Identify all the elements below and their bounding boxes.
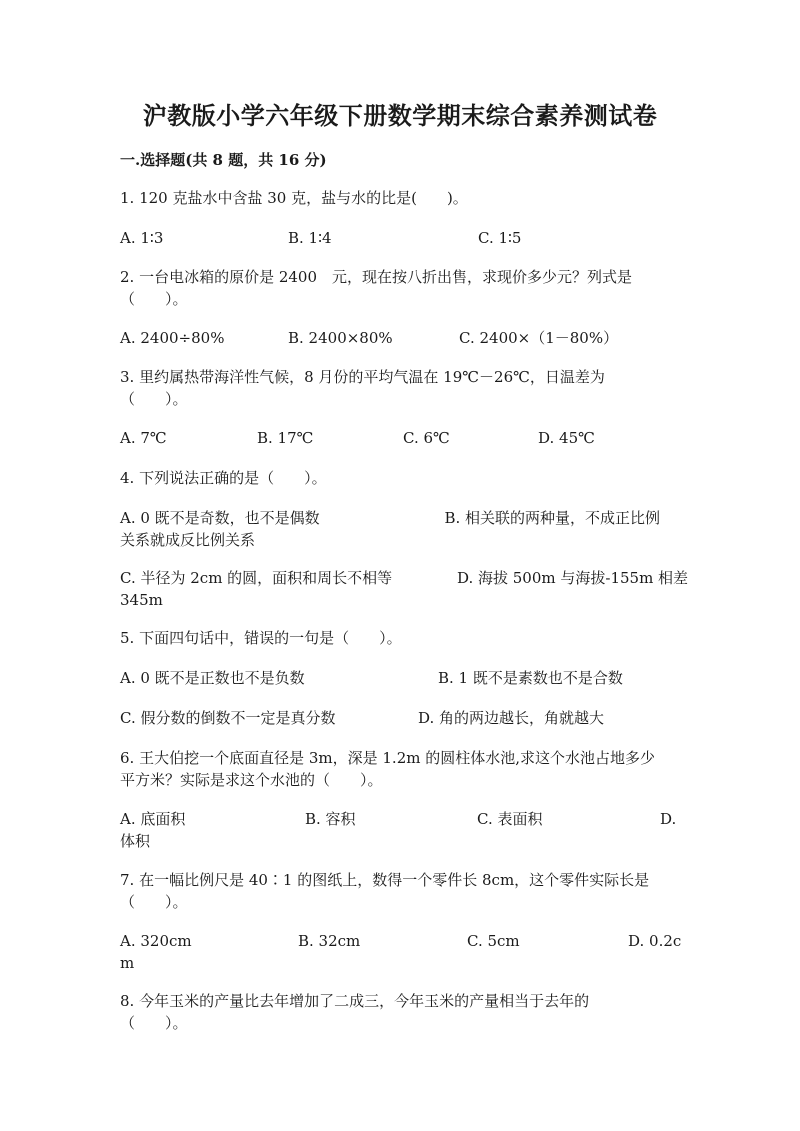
question-text: 5. 下面四句话中，错误的一句是（ ）。 — [120, 629, 402, 647]
option-d-continued: 体积 — [120, 832, 151, 850]
option-c: C. 5cm — [467, 932, 520, 950]
option-a: A. 0 既不是正数也不是负数 — [120, 669, 305, 687]
option-b: B. 32cm — [298, 932, 361, 950]
option-c: C. 表面积 — [477, 810, 543, 828]
option-d: D. 0.2c — [628, 932, 682, 950]
option-d-continued: m — [120, 954, 135, 972]
option-d: D. — [660, 810, 677, 828]
option-c: C. 1∶5 — [478, 229, 522, 247]
option-a: A. 底面积 — [120, 810, 186, 828]
question-text: 1. 120 克盐水中含盐 30 克，盐与水的比是( )。 — [120, 189, 468, 207]
question-text: 4. 下列说法正确的是（ ）。 — [120, 469, 327, 487]
option-d: D. 角的两边越长，角就越大 — [418, 709, 605, 727]
option-text: A. 0 既不是奇数，也不是偶数 B. 相关联的两种量，不成正比例 — [120, 509, 661, 527]
question-text: （ ）。 — [120, 390, 188, 408]
question-text: 3. 里约属热带海洋性气候，8 月份的平均气温在 19℃－26℃，日温差为 — [120, 368, 605, 386]
option-row-cd — [120, 567, 689, 611]
option-a: A. 1∶3 — [120, 229, 164, 247]
question-text: 8. 今年玉米的产量比去年增加了二成三，今年玉米的产量相当于去年的 — [120, 992, 590, 1010]
question-text: 平方米？实际是求这个水池的（ ）。 — [120, 771, 383, 789]
question-7 — [120, 869, 680, 913]
option-c: C. 2400×（1－80%） — [459, 329, 619, 347]
question-1 — [120, 187, 680, 209]
option-b: B. 1∶4 — [288, 229, 332, 247]
option-text: 345m — [120, 591, 163, 609]
option-b: B. 1 既不是素数也不是合数 — [438, 669, 623, 687]
option-a: A. 320cm — [120, 932, 192, 950]
question-text: （ ）。 — [120, 893, 188, 911]
question-2 — [120, 266, 680, 310]
question-text: （ ）。 — [120, 290, 188, 308]
option-a: A. 2400÷80% — [120, 329, 225, 347]
question-text: （ ）。 — [120, 1014, 188, 1032]
question-text: 6. 王大伯挖一个底面直径是 3m，深是 1.2m 的圆柱体水池,求这个水池占地多少 — [120, 749, 656, 767]
section-heading: 一.选择题(共 8 题，共 16 分) — [120, 151, 327, 169]
question-4 — [120, 467, 680, 489]
question-text: 2. 一台电冰箱的原价是 2400 元，现在按八折出售，求现价多少元？列式是 — [120, 268, 633, 286]
option-b: B. 2400×80% — [288, 329, 393, 347]
question-6 — [120, 747, 680, 791]
question-text: 7. 在一幅比例尺是 40∶1 的图纸上，数得一个零件长 8cm，这个零件实际长是 — [120, 871, 650, 889]
option-b: B. 容积 — [305, 810, 356, 828]
option-text: 关系就成反比例关系 — [120, 531, 256, 549]
question-3 — [120, 366, 680, 410]
option-c: C. 6℃ — [403, 429, 450, 447]
option-c: C. 假分数的倒数不一定是真分数 — [120, 709, 336, 727]
option-row-ab — [120, 507, 680, 551]
question-5 — [120, 627, 680, 649]
option-text: C. 半径为 2cm 的圆，面积和周长不相等 D. 海拔 500m 与海拔-155m 相差 — [120, 569, 689, 587]
question-8 — [120, 990, 680, 1034]
option-d: D. 45℃ — [538, 429, 595, 447]
option-b: B. 17℃ — [257, 429, 314, 447]
option-a: A. 7℃ — [120, 429, 167, 447]
page-title: 沪教版小学六年级下册数学期末综合素养测试卷 — [142, 101, 658, 130]
